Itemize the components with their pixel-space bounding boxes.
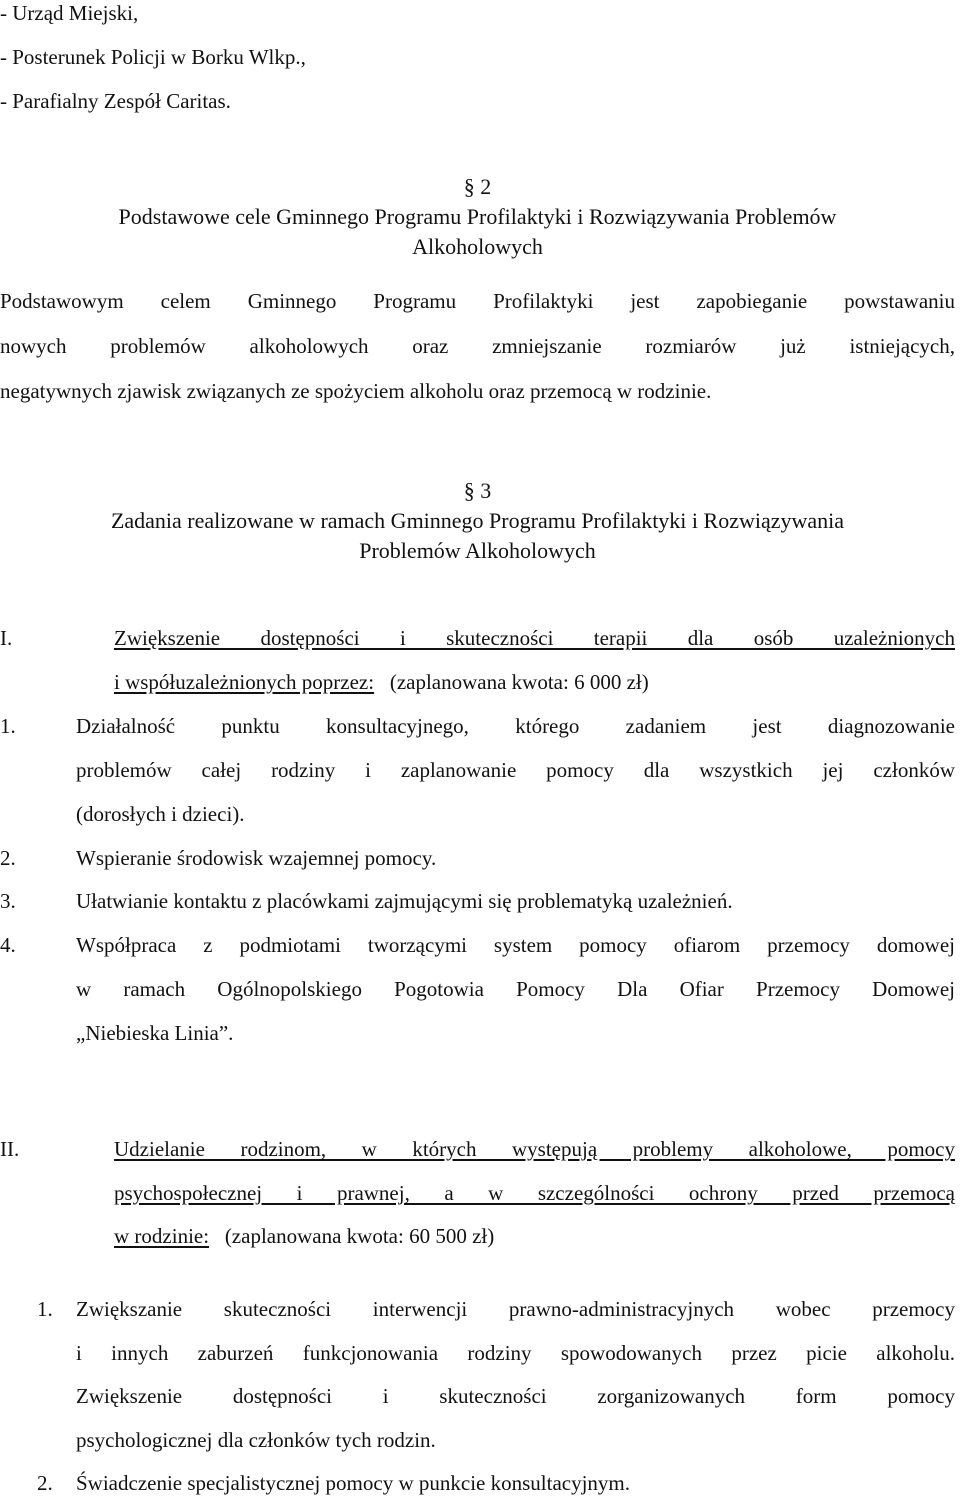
section-2-paragraph-line: Podstawowym celem Gminnego Programu Profilaktyki jest zapobieganie powstawaniu xyxy=(0,289,955,313)
task-1-item-number: 1. xyxy=(0,714,16,738)
task-2-heading-cont: psychospołecznej i prawnej, a w szczególności ochrony przed przemocą xyxy=(114,1181,955,1205)
task-1-amount: (zaplanowana kwota: 6 000 zł) xyxy=(389,670,649,694)
section-3-symbol: § 3 xyxy=(463,478,492,503)
task-1-item-line: Współpraca z podmiotami tworzącymi system pomocy ofiarom przemocy domowej xyxy=(76,933,955,957)
section-3-title-cont: Problemów Alkoholowych xyxy=(359,538,596,563)
task-1-item-number: 4. xyxy=(0,933,16,957)
task-2-item-line: Zwiększanie skuteczności interwencji prawno-administracyjnych wobec przemocy xyxy=(76,1297,955,1321)
task-2-item-line: Zwiększenie dostępności i skuteczności zorganizowanych form pomocy xyxy=(76,1384,955,1408)
task-2-amount: (zaplanowana kwota: 60 500 zł) xyxy=(224,1224,495,1248)
intro-item: - Parafialny Zespół Caritas. xyxy=(0,89,231,113)
section-2-title: Podstawowe cele Gminnego Programu Profilaktyki i Rozwiązywania Problemów xyxy=(118,204,837,229)
task-1-item-line: (dorosłych i dzieci). xyxy=(76,802,245,826)
task-2-item-line: psychologicznej dla członków tych rodzin. xyxy=(76,1428,436,1452)
task-2-heading-end xyxy=(114,1223,494,1249)
task-2-item-number: 1. xyxy=(37,1297,53,1321)
section-2-title-cont: Alkoholowych xyxy=(412,234,543,259)
task-2-item-line: Świadczenie specjalistycznej pomocy w punkcie konsultacyjnym. xyxy=(76,1471,631,1495)
task-1-item-number: 2. xyxy=(0,846,16,870)
task-2-numeral: II. xyxy=(0,1137,20,1161)
task-2-item-line: i innych zaburzeń funkcjonowania rodziny spowodowanych przez picie alkoholu. xyxy=(76,1341,955,1365)
intro-item: - Posterunek Policji w Borku Wlkp., xyxy=(0,45,306,69)
task-1-item-line: „Niebieska Linia”. xyxy=(76,1021,234,1045)
section-2-paragraph-line: negatywnych zjawisk związanych ze spożyciem alkoholu oraz przemocą w rodzinie. xyxy=(0,379,712,403)
task-2-heading-underlined: w rodzinie: xyxy=(114,1224,210,1248)
task-1-heading-cont xyxy=(114,669,649,695)
task-1-item-line: Działalność punktu konsultacyjnego, którego zadaniem jest diagnozowanie xyxy=(76,714,955,738)
task-1-heading: Zwiększenie dostępności i skuteczności terapii dla osób uzależnionych xyxy=(114,626,955,650)
task-1-item-line: w ramach Ogólnopolskiego Pogotowia Pomocy Dla Ofiar Przemocy Domowej xyxy=(76,977,955,1001)
section-3-title: Zadania realizowane w ramach Gminnego Programu Profilaktyki i Rozwiązywania xyxy=(110,508,845,533)
task-2-item-number: 2. xyxy=(37,1471,53,1495)
section-2-paragraph-line: nowych problemów alkoholowych oraz zmniejszanie rozmiarów już istniejących, xyxy=(0,334,955,358)
task-1-item-line: problemów całej rodziny i zaplanowanie pomocy dla wszystkich jej członków xyxy=(76,758,955,782)
task-1-item-line: Ułatwianie kontaktu z placówkami zajmującymi się problematyką uzależnień. xyxy=(76,889,733,913)
task-1-numeral: I. xyxy=(0,626,13,650)
task-1-item-line: Wspieranie środowisk wzajemnej pomocy. xyxy=(76,846,437,870)
section-2-symbol: § 2 xyxy=(463,174,492,199)
intro-item: - Urząd Miejski, xyxy=(0,1,139,25)
task-2-heading: Udzielanie rodzinom, w których występują problemy alkoholowe, pomocy xyxy=(114,1137,955,1161)
task-1-heading-underlined: i współuzależnionych poprzez: xyxy=(114,670,375,694)
task-1-item-number: 3. xyxy=(0,889,16,913)
